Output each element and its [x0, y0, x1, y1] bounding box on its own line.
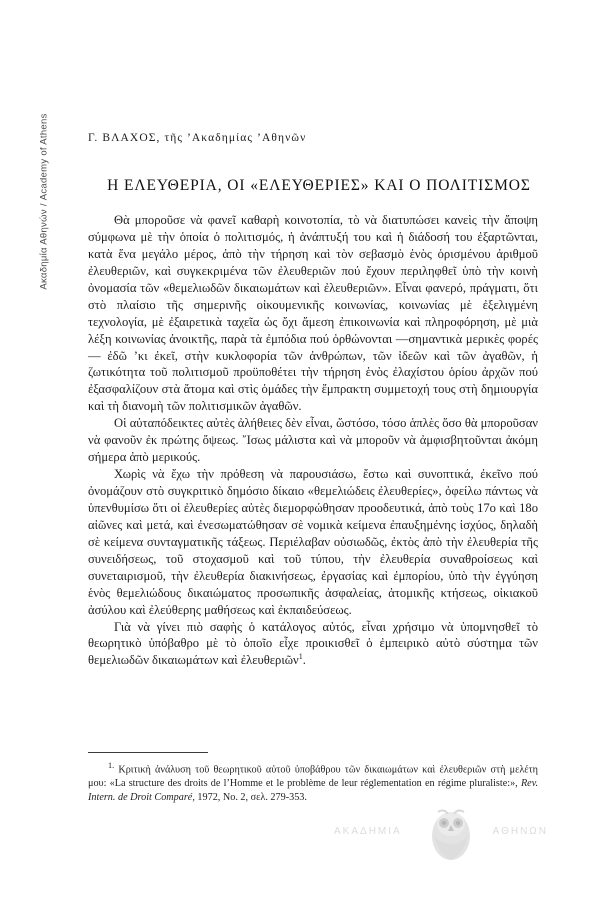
paragraph-tail: .	[302, 653, 306, 668]
library-side-stamp-label: Ακαδημία Αθηνών / Academy of Athens	[38, 113, 50, 290]
footnote-text: Κριτικὴ ἀνάλυση τοῦ θεωρητικοῦ αὐτοῦ ὑποβάθρου τῶν δικαιωμάτων καὶ ἐλευθεριῶν στὴ μελέτη μου: «La structure des droits de l’Homme et le problème de leur réglementation en régime pluraliste:»,	[88, 764, 539, 790]
author-name: Γ. ΒΛΑΧΟΣ, τῆς ’Ακαδημίας ’Αθηνῶν	[88, 132, 307, 144]
academy-seal-watermark	[332, 806, 550, 868]
paragraph-with-footnote-ref	[88, 619, 538, 670]
paragraph-text: Γιὰ νὰ γίνει πιὸ σαφὴς ὁ κατάλογος αὐτός, εἶναι χρήσιμο νὰ ὑπομνησθεῖ τὸ θεωρητικὸ ὑπόβαθρο μὲ τὸ ὁποῖο εἶχε προικισθεῖ ὁ ἐμπειρικὸ αὐτὸ σύστημα τῶν θεμελιωδῶν δικαιωμάτων καὶ ἐλευθεριῶν	[88, 619, 538, 668]
seal-left-text: ΑΚΑΔΗΜΙΑ	[334, 826, 402, 837]
library-side-stamp	[0, 0, 50, 898]
footnote-citation-tail: 1972, No. 2, σελ. 279-353.	[197, 792, 307, 804]
footnote-journal-title: Rev. Intern. de Droit Comparé,	[88, 778, 539, 804]
page-title: Η ΕΛΕΥΘΕΡΙΑ, ΟΙ «ΕΛΕΥΘΕΡΙΕΣ» ΚΑΙ Ο ΠΟΛΙΤΙΣΜΟΣ	[107, 177, 531, 194]
footnote	[88, 760, 538, 805]
author-line	[88, 132, 306, 144]
paragraph: Οἱ αὐταπόδεικτες αὐτὲς ἀλήθειες δὲν εἶναι, ὥστόσο, τόσο ἁπλὲς ὅσο θὰ μποροῦσαν νὰ φανοῦν ἐκ πρώτης ὄψεως. ῎Ισως μάλιστα καὶ νὰ μποροῦν νὰ ἀμφισβητοῦνται ἀκόμη σήμερα ἀπὸ μερικούς.	[88, 416, 538, 465]
paragraph: Θὰ μποροῦσε νὰ φανεῖ καθαρὴ κοινοτοπία, τὸ νὰ διατυπώσει κανεὶς τὴν ἄποψη σύμφωνα μὲ τὴν ὁποία ὁ πολιτισμός, ἡ ἀνάπτυξή του καὶ ἡ διάδοσή του ἐξαρτῶνται, κατὰ ἕνα μεγάλο μέρος, ἀπὸ τὴν τήρηση καὶ τὸν σεβασμὸ ἑνὸς ὁρισμένου ἀριθμοῦ ἐλευθεριῶν, καὶ συγκεκριμένα τῶν ἐλευθεριῶν πού ἔχουν περιληφθεῖ ὑπὸ τὴν κοινὴ ὀνομασία τῶν «θεμελιωδῶν δικαιωμάτων καὶ ἐλευθεριῶν». Εἶναι φανερό, πράγματι, ὅτι στὸ πλαίσιο τῆς σημερινῆς οἰκουμενικῆς κοινωνίας, κοινωνίας μὲ ἐξελιγμένη τεχνολογία, μὲ ἐξαιρετικὰ ταχεῖα ὡς ὄχι ἄμεση ἐπικοινωνία καὶ πληροφόρηση, μὲ μιὰ λέξη κοινωνίας ἀνοικτῆς, παρὰ τὰ ἐμπόδια πού ὀρθώνονται —σημαντικὰ μερικὲς φορές— ἐδῶ ’κι ἐκεῖ, στὴν κυκλοφορία τῶν ἀνθρώπων, τῶν ἰδεῶν καὶ τῶν ἀγαθῶν, ἡ ζωτικότητα τοῦ πολιτισμοῦ προϋποθέτει τὴν τήρηση ἑνὸς ἐλαχίστου ὁρίου ἀρχῶν πού ἐξασφαλίζουν στὰ ἄτομα καὶ στὶς ὁμάδες τὴν ἔμπρακτη συμμετοχή τους στὴ δημιουργία καὶ τὴ διανομὴ τῶν πολιτισμικῶν ἀγαθῶν.	[88, 213, 538, 414]
footnote-divider	[88, 752, 208, 753]
owl-emblem-icon	[424, 806, 478, 864]
seal-right-text: ΑΘΗΝΩΝ	[492, 826, 548, 837]
footnote-reference[interactable]: 1	[298, 652, 303, 662]
article-body	[88, 212, 538, 670]
footnote-number: 1.	[108, 761, 115, 770]
paragraph: Χωρὶς νὰ ἔχω τὴν πρόθεση νὰ παρουσιάσω, ἔστω καὶ συνοπτικά, ἐκεῖνο πού ὀνομάζουν στὸ συγκριτικὸ δημόσιο δίκαιο «θεμελιώδεις ἐλευθερίες», ὀφείλω πάντως νὰ ὑπενθυμίσω ὅτι οἱ ἐλευθερίες αὐτὲς διεμορφώθησαν προοδευτικά, ἀπὸ τοὺς 17ο καὶ 18ο αἰῶνες καὶ μετά, καὶ ἐνεσωματώθησαν σὲ νομικὰ κείμενα ἐπαυξημένης ἰσχύος, δηλαδὴ σὲ κείμενα συνταγματικῆς τάξεως. Περιέλαβαν οὐσιωδῶς, ἐκτὸς ἀπὸ τὴν ἐλευθερία τῆς συνειδήσεως, τοῦ στοχασμοῦ καὶ τοῦ τύπου, τὴν ἐλευθερία συναθροίσεως καὶ συνεταιρισμοῦ, τὴν ἐλευθερία διακινήσεως, ἐργασίας καὶ ἐμπορίου, ὑπὸ τὴν ἐγγύηση ἑνὸς θεμελιώδους δικαιώματος προσωπικῆς ἀσφαλείας, ἀτομικῆς κτήσεως, οἰκιακοῦ ἀσύλου καὶ ἐλεύθερης μαθήσεως καὶ ἐκπαιδεύσεως.	[88, 467, 538, 617]
